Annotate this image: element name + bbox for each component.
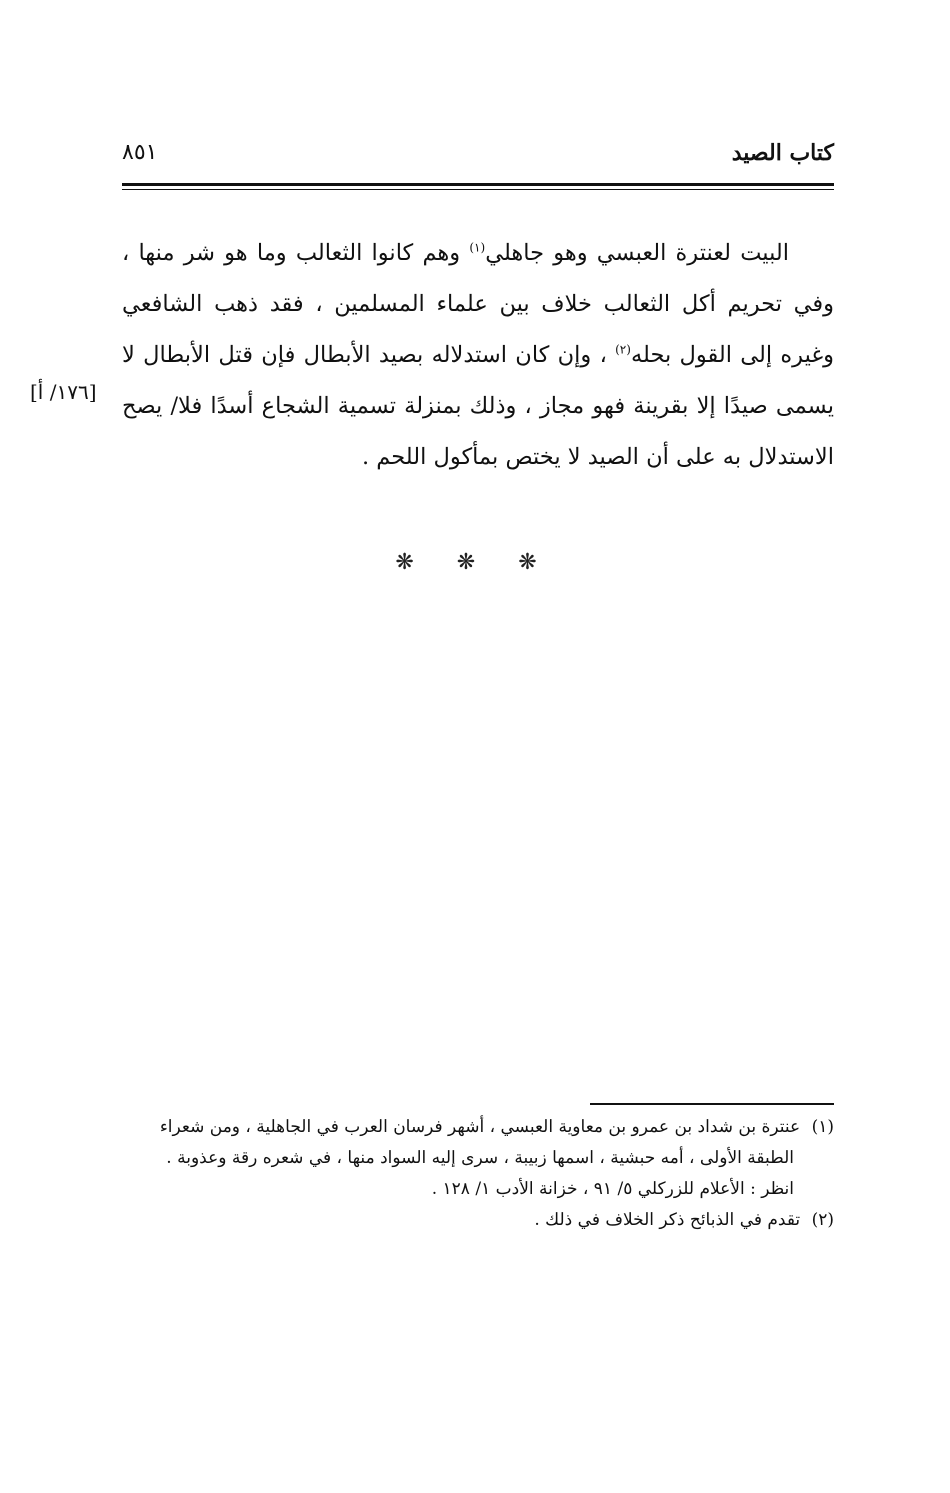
header-rule-thick bbox=[122, 183, 834, 186]
header-rule-thin bbox=[122, 189, 834, 190]
text-segment: وهم كانوا الثعالب وما هو شر منها ، وفي تحريم أكل الثعالب خلاف بين علماء المسلمين ، فقد ذهب الشافعي وغيره إلى القول بحله bbox=[122, 240, 834, 368]
footnote-line: تقدم في الذبائح ذكر الخلاف في ذلك . bbox=[534, 1210, 801, 1230]
footnote-ref-1[interactable]: (١) bbox=[469, 240, 486, 255]
footnote-number: (١) bbox=[811, 1117, 834, 1137]
section-separator: ❋ ❋ ❋ bbox=[395, 550, 555, 575]
text-segment: البيت لعنترة العبسي وهو جاهلي bbox=[485, 240, 789, 266]
main-text bbox=[122, 228, 834, 483]
footnotes bbox=[100, 1112, 834, 1236]
footnote-1 bbox=[100, 1112, 834, 1205]
footnote-line: عنترة بن شداد بن عمرو بن معاوية العبسي ، أشهر فرسان العرب في الجاهلية ، ومن شعراء bbox=[159, 1117, 801, 1137]
footnote-line: الطبقة الأولى ، أمه حبشية ، اسمها زبيبة ، سرى إليه السواد منها ، في شعره رقة وعذوبة . bbox=[166, 1148, 794, 1168]
main-paragraph bbox=[122, 228, 834, 483]
footnote-rule bbox=[590, 1103, 834, 1105]
book-title: كتاب الصيد bbox=[731, 140, 834, 166]
manuscript-folio-marker: [١٧٦/ أ] bbox=[30, 380, 97, 404]
running-header bbox=[122, 140, 834, 180]
footnote-2 bbox=[100, 1205, 834, 1236]
footnote-ref-2[interactable]: (٢) bbox=[615, 342, 631, 357]
text-segment: ، وإن كان استدلاله بصيد الأبطال فإن قتل الأبطال لا يسمى صيدًا إلا بقرينة فهو مجاز ، وذلك بمنزلة تسمية الشجاع أسدًا فلا/ يصح الاستدلال به على أن الصيد لا يختص بمأكول اللحم . bbox=[122, 342, 834, 470]
page-number: ٨٥١ bbox=[122, 140, 158, 165]
footnote-line: انظر : الأعلام للزركلي ٥/ ٩١ ، خزانة الأدب ١/ ١٢٨ . bbox=[431, 1179, 794, 1199]
footnote-number: (٢) bbox=[811, 1210, 834, 1230]
